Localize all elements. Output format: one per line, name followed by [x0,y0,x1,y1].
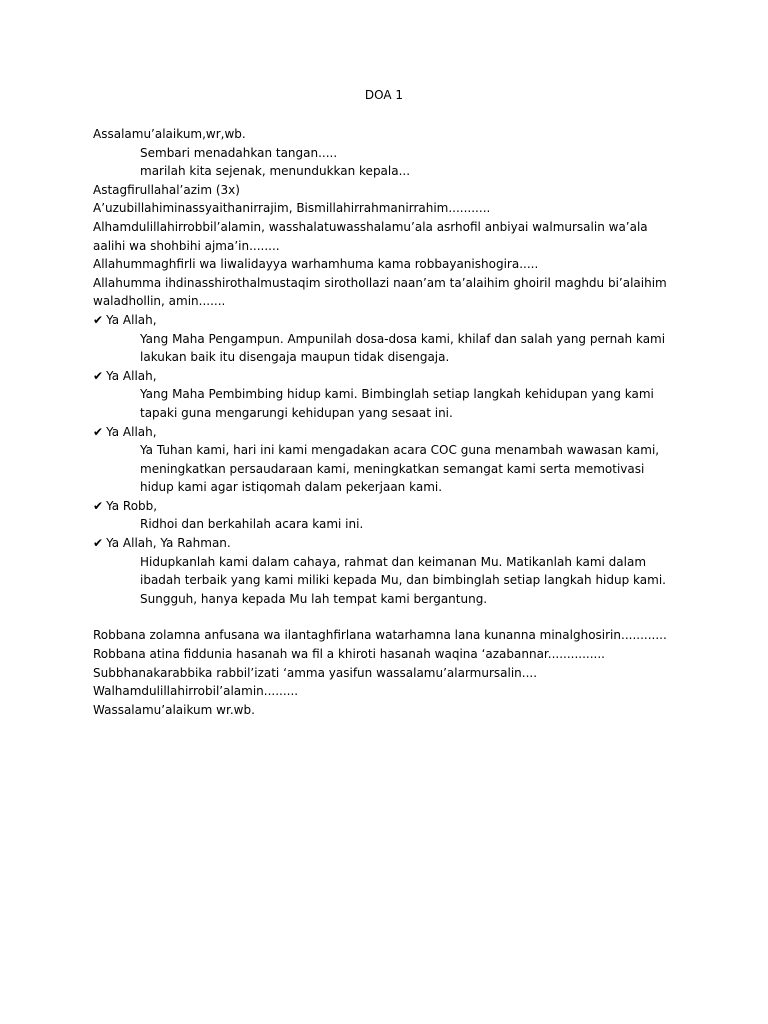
invocation-heading: ✔ Ya Allah, [93,424,157,439]
invocation-heading: ✔ Ya Allah, [93,368,157,383]
invocation-text: Yang Maha Pembimbing hidup kami. Bimbinglah setiap langkah kehidupan yang kami tapaki guna mengarungi kehidupan yang sesaat ini. [140,387,654,420]
invocation-heading: ✔ Ya Allah, Ya Rahman. [93,536,231,551]
check-mark-icon: ✔ [93,312,104,327]
closing-line: Walhamdulillahirrobil’alamin......... [93,684,299,699]
invocation-heading: ✔ Ya Robb, [93,498,158,513]
prayer-line: Allahumma ihdinasshirothalmustaqim sirothollazi naan’am ta’alaihim ghoiril maghdu bi’alaihim waladhollin, amin....... [93,275,667,309]
document-title: DOA 1 [364,88,404,102]
instruction-line: Sembari menadahkan tangan..... [140,145,338,160]
invocation-text: Ya Tuhan kami, hari ini kami mengadakan acara COC guna menambah wawasan kami, meningkatkan persaudaraan kami, meningkatkan semangat kami serta memotivasi hidup kami agar istiqomah dalam pekerjaan kami. [140,443,660,495]
check-mark-icon: ✔ [93,536,104,551]
check-mark-icon: ✔ [93,424,104,439]
greeting-line: Assalamu’alaikum,wr,wb. [93,127,246,141]
check-mark-icon: ✔ [93,498,104,513]
prayer-line: Allahummaghfirli wa liwalidayya warhamhuma kama robbayanishogira..... [93,257,539,272]
prayer-line: Astagfirullahal’azim (3x) [93,182,240,197]
paragraph-gap [93,608,673,626]
closing-line: Wassalamu’alaikum wr.wb. [93,702,255,717]
check-mark-icon: ✔ [93,368,104,383]
invocation-text: Hidupkanlah kami dalam cahaya, rahmat dan keimanan Mu. Matikanlah kami dalam ibadah terbaik yang kami miliki kepada Mu, dan bimbinglah setiap langkah hidup kami. Sungguh, hanya kepada Mu lah tempat kami bergantung. [140,554,666,606]
closing-line: Robbana zolamna anfusana wa ilantaghfirlana watarhamna lana kunanna minalghosirin............ [93,628,667,643]
closing-line: Robbana atina fiddunia hasanah wa fil a khiroti hasanah waqina ‘azabannar............... [93,647,605,662]
invocation-text: Ridhoi dan berkahilah acara kami ini. [140,517,364,532]
instruction-line: marilah kita sejenak, menundukkan kepala... [140,164,411,179]
closing-line: Subbhanakarabbika rabbil’izati ‘amma yasifun wassalamu’alarmursalin.... [93,665,538,680]
invocation-text: Yang Maha Pengampun. Ampunilah dosa-dosa kami, khilaf dan salah yang pernah kami lakukan baik itu disengaja maupun tidak disengaja. [140,331,666,365]
document-body [93,125,673,719]
prayer-line: A’uzubillahiminassyaithanirrajim, Bismillahirrahmanirrahim........... [93,201,491,216]
invocation-heading: ✔ Ya Allah, [93,312,157,327]
prayer-line: Alhamdulillahirrobbil’alamin, wasshalatuwasshalamu’ala asrhofil anbiyai walmursalin wa’ala aalihi wa shohbihi ajma’in........ [93,219,648,253]
